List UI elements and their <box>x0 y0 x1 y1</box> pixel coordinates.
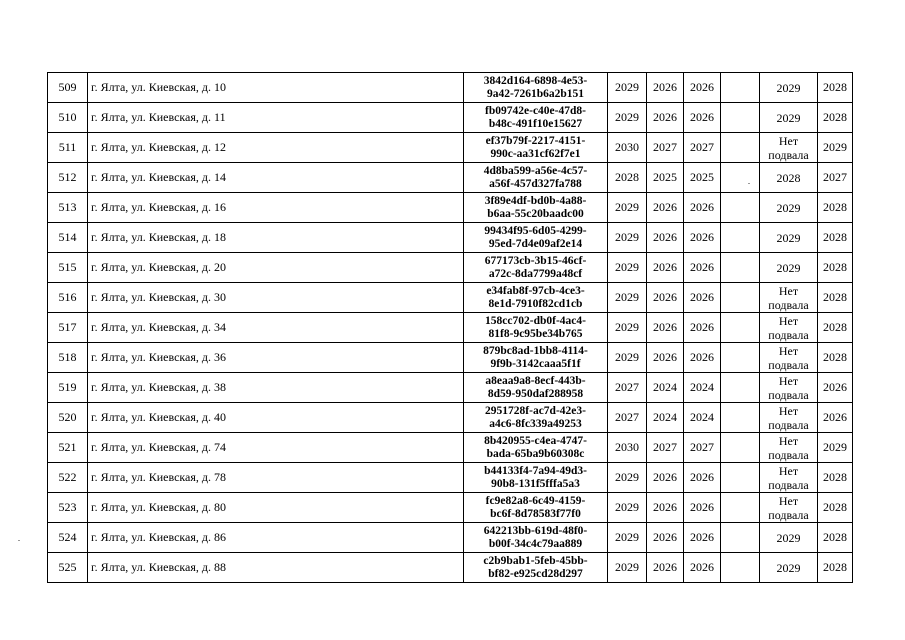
row-number: 519 <box>48 373 88 403</box>
basement-line-1: Нет <box>778 313 799 328</box>
row-number: 517 <box>48 313 88 343</box>
building-uid-cell <box>464 163 608 193</box>
row-number: 515 <box>48 253 88 283</box>
address-cell: г. Ялта, ул. Киевская, д. 16 <box>88 193 464 223</box>
basement-line-1: 2029 <box>776 80 801 95</box>
building-uid-cell <box>464 373 608 403</box>
year-cell-5: 2027 <box>818 163 853 193</box>
table-row <box>48 253 853 283</box>
building-uid-line-1: e34fab8f-97cb-4ce3- <box>486 284 585 297</box>
basement-line-1: 2029 <box>776 530 801 545</box>
row-number: 514 <box>48 223 88 253</box>
year-cell-2: 2027 <box>647 133 684 163</box>
year-cell-5: 2028 <box>818 253 853 283</box>
year-cell-2: 2026 <box>647 523 684 553</box>
year-cell-5: 2028 <box>818 73 853 103</box>
row-number: 522 <box>48 463 88 493</box>
basement-cell <box>760 433 818 463</box>
row-number: 521 <box>48 433 88 463</box>
building-uid-line-1: 4d8ba599-a56e-4c57- <box>483 164 588 177</box>
building-uid-line-1: 677173cb-3b15-46cf- <box>484 254 587 267</box>
building-uid-line-2: 8e1d-7910f82cd1cb <box>488 297 583 310</box>
year-cell-3: 2026 <box>684 283 721 313</box>
building-uid-line-1: ef37b79f-2217-4151- <box>485 134 586 147</box>
row-number: 523 <box>48 493 88 523</box>
basement-line-1: Нет <box>778 373 799 388</box>
building-uid-line-2: b00f-34c4c79aa889 <box>488 537 583 550</box>
building-uid-cell <box>464 253 608 283</box>
building-uid-line-2: b6aa-55c20baadc00 <box>487 207 584 220</box>
table-row <box>48 553 853 583</box>
basement-line-1: Нет <box>778 463 799 478</box>
year-cell-1: 2029 <box>608 73 647 103</box>
year-cell-5: 2029 <box>818 133 853 163</box>
row-number: 511 <box>48 133 88 163</box>
year-cell-1: 2029 <box>608 463 647 493</box>
building-uid-line-2: 9a42-7261b6a2b151 <box>486 87 585 100</box>
building-uid-cell <box>464 523 608 553</box>
address-cell: г. Ялта, ул. Киевская, д. 80 <box>88 493 464 523</box>
building-uid-line-1: b44133f4-7a94-49d3- <box>484 464 587 477</box>
basement-line-1: 2028 <box>776 170 801 185</box>
year-cell-5: 2028 <box>818 283 853 313</box>
row-number: 512 <box>48 163 88 193</box>
basement-cell <box>760 163 818 193</box>
address-cell: г. Ялта, ул. Киевская, д. 34 <box>88 313 464 343</box>
basement-line-2: подвала <box>768 147 809 162</box>
row-number: 518 <box>48 343 88 373</box>
building-uid-line-1: 99434f95-6d05-4299- <box>484 224 587 237</box>
basement-cell <box>760 553 818 583</box>
basement-cell <box>760 193 818 223</box>
row-number: 510 <box>48 103 88 133</box>
year-cell-1: 2029 <box>608 523 647 553</box>
building-uid-line-1: c2b9bab1-5feb-45bb- <box>483 554 588 567</box>
year-cell-5: 2028 <box>818 553 853 583</box>
year-cell-1: 2029 <box>608 223 647 253</box>
table-row <box>48 493 853 523</box>
basement-cell <box>760 283 818 313</box>
building-uid-cell <box>464 313 608 343</box>
year-cell-3: 2026 <box>684 463 721 493</box>
year-cell-3: 2026 <box>684 523 721 553</box>
year-cell-2: 2026 <box>647 463 684 493</box>
basement-line-2: подвала <box>768 477 809 492</box>
year-cell-3: 2027 <box>684 133 721 163</box>
year-cell-2: 2026 <box>647 313 684 343</box>
year-cell-3: 2024 <box>684 403 721 433</box>
building-uid-line-2: 990c-aa31cf62f7e1 <box>490 147 581 160</box>
row-number: 513 <box>48 193 88 223</box>
basement-line-1: Нет <box>778 133 799 148</box>
year-cell-2: 2026 <box>647 283 684 313</box>
address-cell: г. Ялта, ул. Киевская, д. 10 <box>88 73 464 103</box>
building-uid-cell <box>464 433 608 463</box>
building-uid-cell <box>464 103 608 133</box>
year-cell-2: 2025 <box>647 163 684 193</box>
basement-line-1: Нет <box>778 343 799 358</box>
year-cell-4 <box>721 283 760 313</box>
scan-speck <box>748 183 750 184</box>
building-uid-line-1: 642213bb-619d-48f0- <box>483 524 588 537</box>
building-uid-line-1: 3f89e4df-bd0b-4a88- <box>484 194 587 207</box>
year-cell-2: 2026 <box>647 493 684 523</box>
building-uid-cell <box>464 133 608 163</box>
table-row <box>48 283 853 313</box>
year-cell-4 <box>721 403 760 433</box>
year-cell-1: 2029 <box>608 313 647 343</box>
table-row <box>48 223 853 253</box>
year-cell-1: 2030 <box>608 133 647 163</box>
year-cell-3: 2025 <box>684 163 721 193</box>
row-number: 516 <box>48 283 88 313</box>
basement-cell <box>760 133 818 163</box>
year-cell-2: 2026 <box>647 223 684 253</box>
table-row <box>48 403 853 433</box>
year-cell-5: 2029 <box>818 433 853 463</box>
address-cell: г. Ялта, ул. Киевская, д. 11 <box>88 103 464 133</box>
year-cell-4 <box>721 433 760 463</box>
building-uid-line-2: bc6f-8d78583f77f0 <box>490 507 581 520</box>
table-row <box>48 103 853 133</box>
year-cell-3: 2026 <box>684 103 721 133</box>
building-uid-line-2: a72c-8da7799a48cf <box>488 267 583 280</box>
basement-line-2: подвала <box>768 417 809 432</box>
building-uid-line-1: 8b420955-c4ea-4747- <box>484 434 587 447</box>
basement-cell <box>760 253 818 283</box>
building-uid-line-2: 9f9b-3142caaa5f1f <box>490 357 581 370</box>
basement-line-2: подвала <box>768 357 809 372</box>
basement-cell <box>760 343 818 373</box>
year-cell-5: 2028 <box>818 223 853 253</box>
basement-line-1: 2029 <box>776 260 801 275</box>
year-cell-5: 2026 <box>818 403 853 433</box>
year-cell-5: 2028 <box>818 103 853 133</box>
year-cell-2: 2026 <box>647 253 684 283</box>
building-uid-cell <box>464 343 608 373</box>
year-cell-5: 2026 <box>818 373 853 403</box>
basement-cell <box>760 463 818 493</box>
building-uid-line-1: 879bc8ad-1bb8-4114- <box>483 344 588 357</box>
address-cell: г. Ялта, ул. Киевская, д. 20 <box>88 253 464 283</box>
basement-line-2: подвала <box>768 447 809 462</box>
year-cell-4 <box>721 553 760 583</box>
year-cell-1: 2027 <box>608 373 647 403</box>
year-cell-3: 2027 <box>684 433 721 463</box>
year-cell-4 <box>721 463 760 493</box>
year-cell-4 <box>721 73 760 103</box>
address-cell: г. Ялта, ул. Киевская, д. 40 <box>88 403 464 433</box>
basement-line-2: подвала <box>768 297 809 312</box>
table-row <box>48 73 853 103</box>
year-cell-4 <box>721 103 760 133</box>
year-cell-5: 2028 <box>818 493 853 523</box>
year-cell-2: 2024 <box>647 373 684 403</box>
address-cell: г. Ялта, ул. Киевская, д. 74 <box>88 433 464 463</box>
year-cell-2: 2026 <box>647 103 684 133</box>
year-cell-3: 2026 <box>684 253 721 283</box>
basement-cell <box>760 313 818 343</box>
basement-cell <box>760 73 818 103</box>
year-cell-1: 2029 <box>608 193 647 223</box>
year-cell-5: 2028 <box>818 193 853 223</box>
year-cell-1: 2027 <box>608 403 647 433</box>
year-cell-4 <box>721 523 760 553</box>
year-cell-2: 2026 <box>647 553 684 583</box>
housing-register-table <box>47 72 853 583</box>
year-cell-3: 2026 <box>684 313 721 343</box>
basement-line-1: 2029 <box>776 200 801 215</box>
building-uid-line-2: a56f-457d327fa788 <box>489 177 582 190</box>
row-number: 524 <box>48 523 88 553</box>
year-cell-3: 2024 <box>684 373 721 403</box>
year-cell-4 <box>721 253 760 283</box>
table-row <box>48 433 853 463</box>
year-cell-4 <box>721 223 760 253</box>
year-cell-4 <box>721 193 760 223</box>
row-number: 525 <box>48 553 88 583</box>
address-cell: г. Ялта, ул. Киевская, д. 88 <box>88 553 464 583</box>
year-cell-1: 2029 <box>608 493 647 523</box>
year-cell-2: 2024 <box>647 403 684 433</box>
basement-line-2: подвала <box>768 507 809 522</box>
year-cell-1: 2029 <box>608 253 647 283</box>
year-cell-4 <box>721 163 760 193</box>
year-cell-4 <box>721 133 760 163</box>
table-row <box>48 523 853 553</box>
year-cell-5: 2028 <box>818 313 853 343</box>
year-cell-3: 2026 <box>684 343 721 373</box>
basement-cell <box>760 223 818 253</box>
year-cell-2: 2026 <box>647 193 684 223</box>
table-row <box>48 343 853 373</box>
building-uid-line-1: fc9e82a8-6c49-4159- <box>485 494 586 507</box>
basement-cell <box>760 493 818 523</box>
building-uid-cell <box>464 403 608 433</box>
year-cell-3: 2026 <box>684 553 721 583</box>
building-uid-cell <box>464 493 608 523</box>
address-cell: г. Ялта, ул. Киевская, д. 18 <box>88 223 464 253</box>
table-row <box>48 163 853 193</box>
row-number: 520 <box>48 403 88 433</box>
building-uid-line-2: 90b8-131f5fffa5a3 <box>491 477 580 490</box>
address-cell: г. Ялта, ул. Киевская, д. 86 <box>88 523 464 553</box>
year-cell-1: 2030 <box>608 433 647 463</box>
table-row <box>48 133 853 163</box>
year-cell-1: 2028 <box>608 163 647 193</box>
basement-cell <box>760 373 818 403</box>
building-uid-line-2: a4c6-8fc339a49253 <box>489 417 582 430</box>
building-uid-line-1: fb09742e-c40e-47d8- <box>485 104 586 117</box>
basement-line-2: подвала <box>768 387 809 402</box>
year-cell-4 <box>721 373 760 403</box>
basement-line-1: 2029 <box>776 110 801 125</box>
year-cell-3: 2026 <box>684 223 721 253</box>
year-cell-5: 2028 <box>818 343 853 373</box>
year-cell-1: 2029 <box>608 553 647 583</box>
year-cell-3: 2026 <box>684 73 721 103</box>
basement-line-1: Нет <box>778 493 799 508</box>
basement-line-1: Нет <box>778 283 799 298</box>
address-cell: г. Ялта, ул. Киевская, д. 12 <box>88 133 464 163</box>
row-number: 509 <box>48 73 88 103</box>
address-cell: г. Ялта, ул. Киевская, д. 36 <box>88 343 464 373</box>
year-cell-4 <box>721 343 760 373</box>
table-row <box>48 193 853 223</box>
year-cell-4 <box>721 493 760 523</box>
building-uid-cell <box>464 283 608 313</box>
building-uid-line-1: 3842d164-6898-4e53- <box>483 74 588 87</box>
building-uid-cell <box>464 223 608 253</box>
basement-cell <box>760 523 818 553</box>
year-cell-2: 2026 <box>647 73 684 103</box>
year-cell-3: 2026 <box>684 193 721 223</box>
basement-line-1: 2029 <box>776 560 801 575</box>
address-cell: г. Ялта, ул. Киевская, д. 14 <box>88 163 464 193</box>
building-uid-line-1: 158cc702-db0f-4ac4- <box>485 314 586 327</box>
building-uid-cell <box>464 553 608 583</box>
year-cell-5: 2028 <box>818 463 853 493</box>
year-cell-4 <box>721 313 760 343</box>
year-cell-1: 2029 <box>608 343 647 373</box>
basement-line-1: Нет <box>778 433 799 448</box>
table-row <box>48 373 853 403</box>
address-cell: г. Ялта, ул. Киевская, д. 38 <box>88 373 464 403</box>
address-cell: г. Ялта, ул. Киевская, д. 30 <box>88 283 464 313</box>
table-body <box>48 73 853 583</box>
year-cell-5: 2028 <box>818 523 853 553</box>
scan-speck <box>18 540 20 541</box>
year-cell-3: 2026 <box>684 493 721 523</box>
building-uid-line-1: 2951728f-ac7d-42e3- <box>485 404 586 417</box>
building-uid-cell <box>464 193 608 223</box>
table-row <box>48 313 853 343</box>
building-uid-line-2: bf82-e925cd28d297 <box>488 567 583 580</box>
building-uid-line-2: b48c-491f10e15627 <box>488 117 583 130</box>
building-uid-line-1: a8eaa9a8-8ecf-443b- <box>485 374 586 387</box>
building-uid-line-2: 95ed-7d4e09af2e14 <box>488 237 583 250</box>
building-uid-line-2: 81f8-9c95be34b765 <box>488 327 583 340</box>
building-uid-line-2: 8d59-950daf288958 <box>487 387 584 400</box>
address-cell: г. Ялта, ул. Киевская, д. 78 <box>88 463 464 493</box>
basement-cell <box>760 103 818 133</box>
year-cell-2: 2026 <box>647 343 684 373</box>
year-cell-1: 2029 <box>608 283 647 313</box>
year-cell-1: 2029 <box>608 103 647 133</box>
basement-line-1: Нет <box>778 403 799 418</box>
building-uid-line-2: bada-65ba9b60308c <box>486 447 585 460</box>
building-uid-cell <box>464 73 608 103</box>
building-uid-cell <box>464 463 608 493</box>
basement-cell <box>760 403 818 433</box>
basement-line-2: подвала <box>768 327 809 342</box>
basement-line-1: 2029 <box>776 230 801 245</box>
table-row <box>48 463 853 493</box>
year-cell-2: 2027 <box>647 433 684 463</box>
